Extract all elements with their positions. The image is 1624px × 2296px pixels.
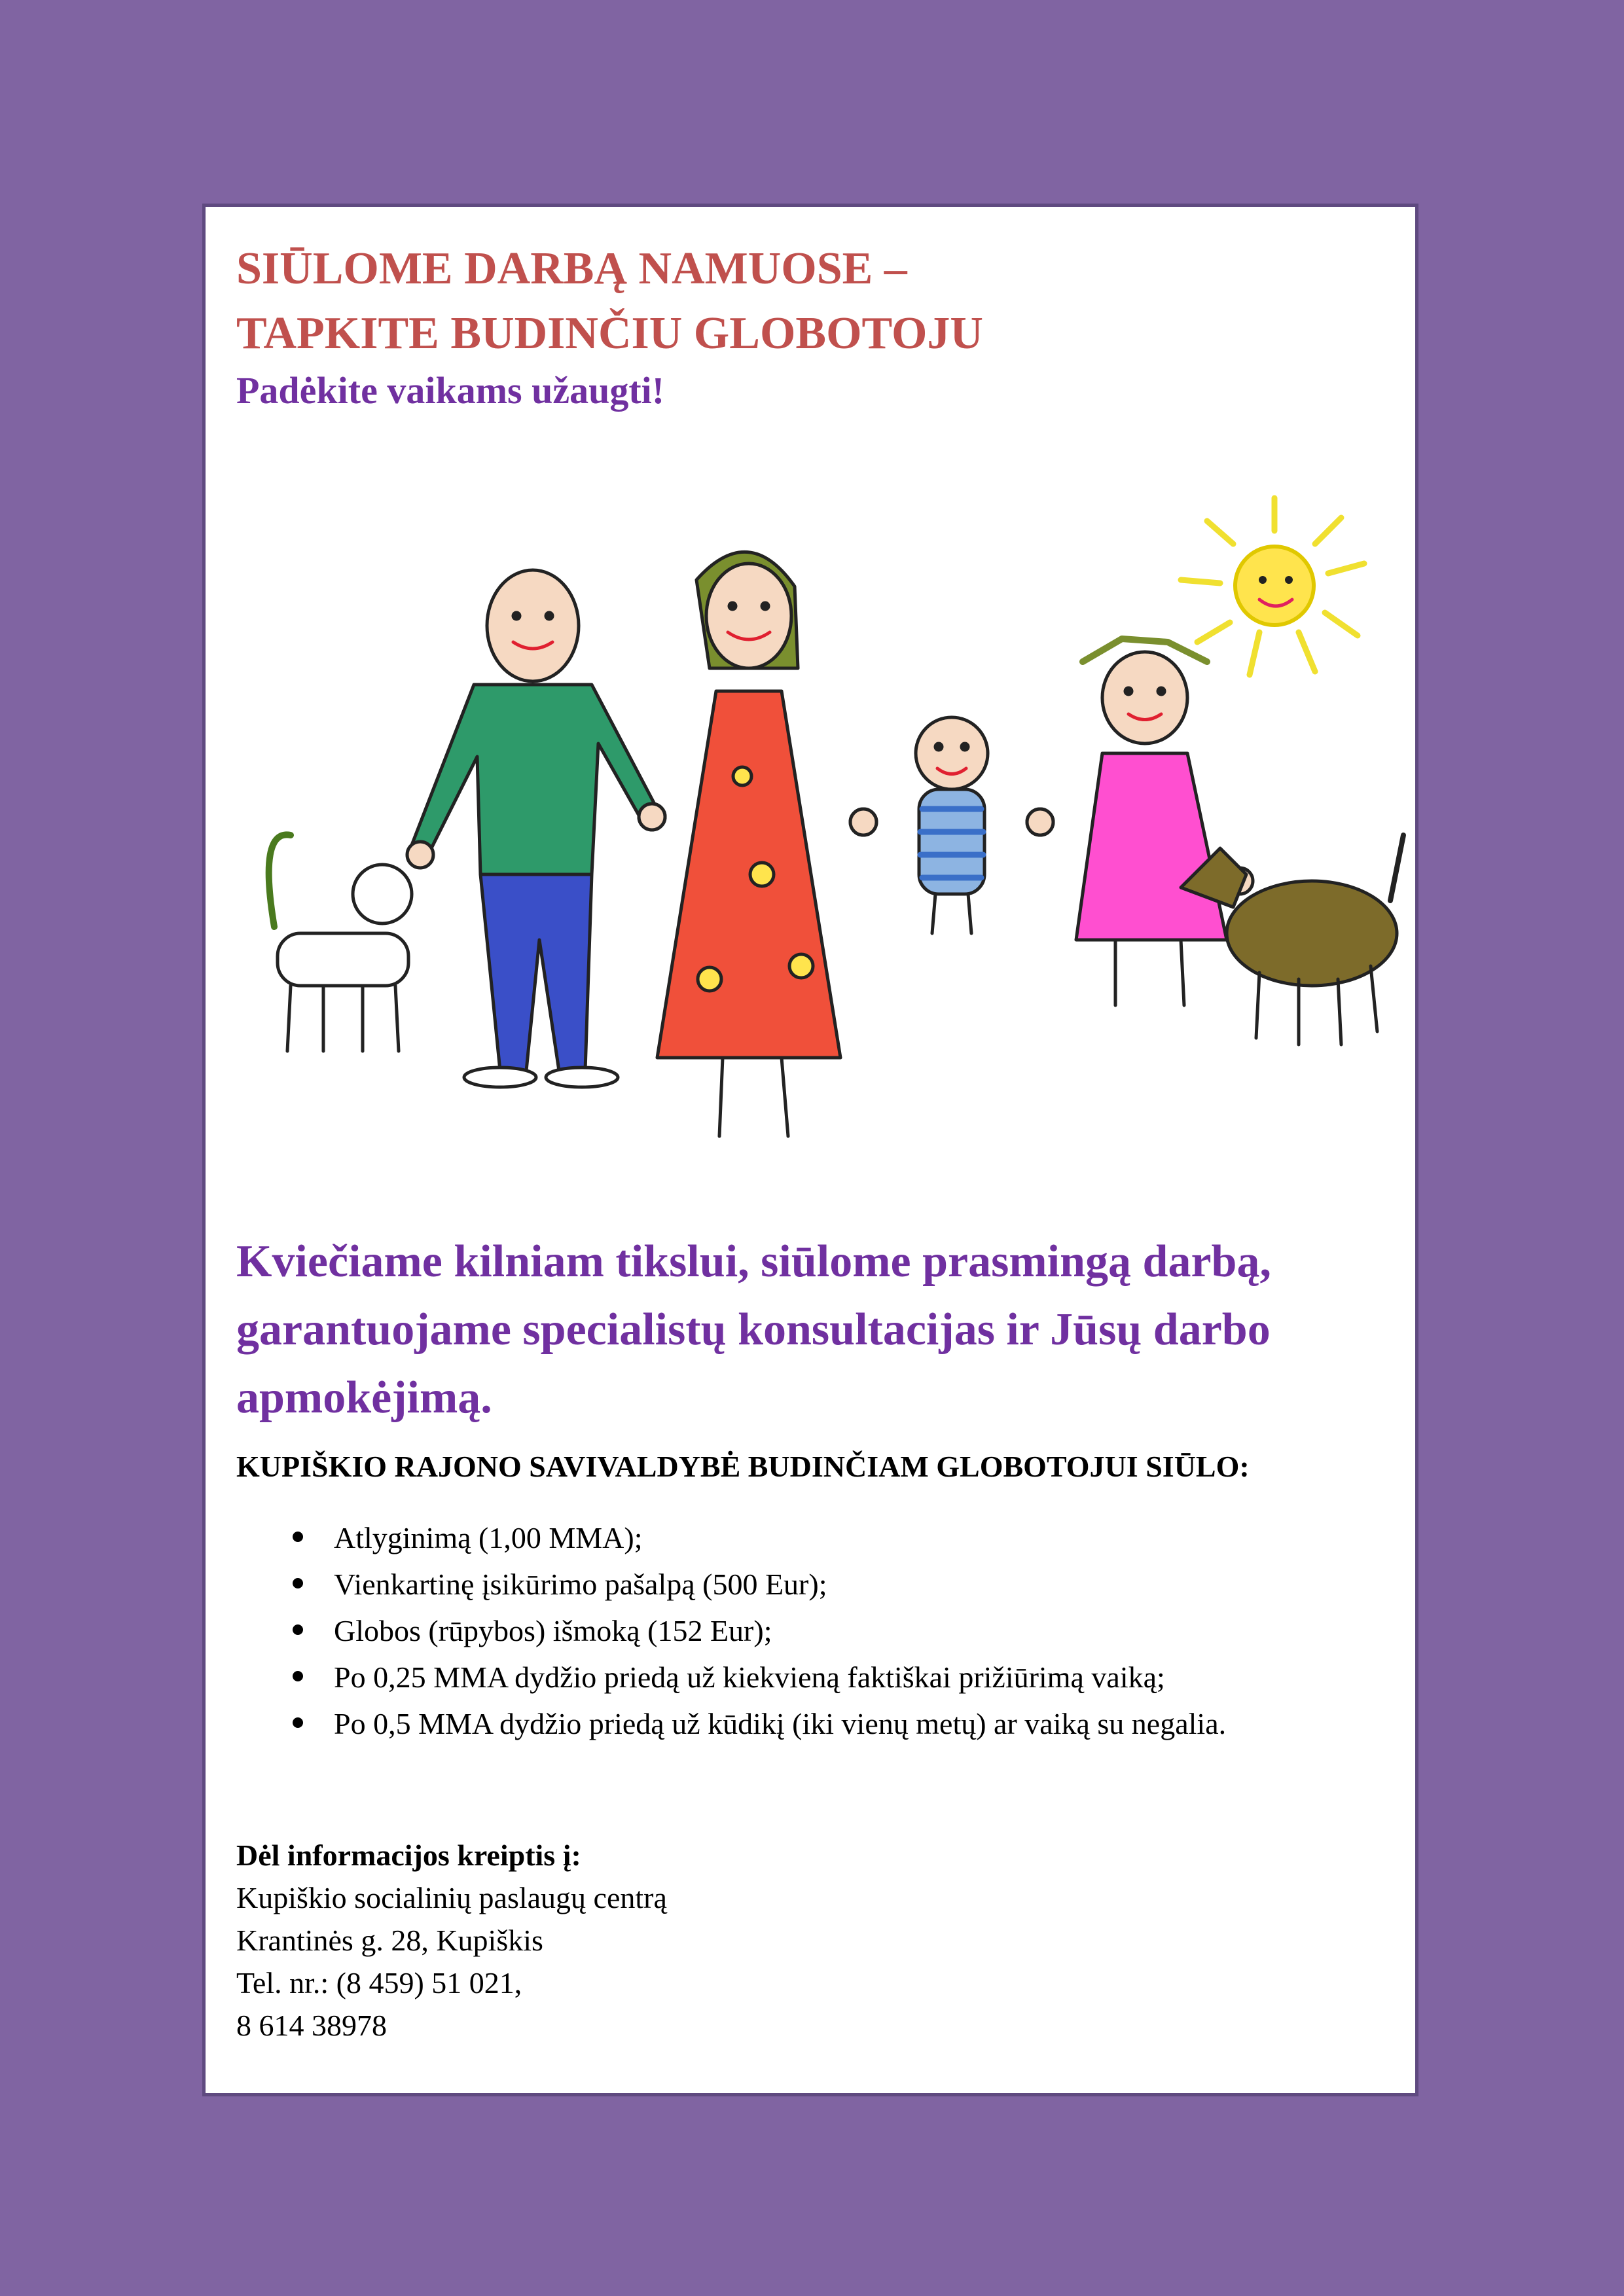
- contact-phone: Tel. nr.: (8 459) 51 021,: [236, 1966, 522, 2000]
- benefit-item: [236, 1607, 1226, 1654]
- title-line-2: TAPKITE BUDINČIU GLOBOTOJU: [236, 308, 983, 359]
- contact-block: [236, 1834, 667, 2047]
- bullet-icon: [293, 1532, 303, 1542]
- benefit-text: Vienkartinę įsikūrimo pašalpą (500 Eur);: [334, 1568, 827, 1601]
- bullet-icon: [293, 1624, 303, 1635]
- boy-figure: [850, 717, 1053, 933]
- benefit-text: Po 0,25 MMA dydžio priedą už kiekvieną faktiškai prižiūrimą vaiką;: [334, 1660, 1165, 1694]
- contact-address: Krantinės g. 28, Kupiškis: [236, 1924, 543, 1957]
- contact-organization: Kupiškio socialinių paslaugų centrą: [236, 1881, 667, 1914]
- benefit-item: [236, 1515, 1226, 1561]
- bullet-icon: [293, 1578, 303, 1588]
- mother-figure: [639, 552, 876, 1136]
- poster-page: [202, 204, 1418, 2096]
- poster-title: [236, 236, 983, 366]
- benefit-item: [236, 1561, 1226, 1607]
- benefit-item: [236, 1654, 1226, 1700]
- girl-figure: [1027, 639, 1253, 1005]
- intro-text: Kviečiame kilniam tikslui, siūlome prasmingą darbą, garantuojame specialistų konsultacijas ir Jūsų darbo apmokėjimą.: [236, 1236, 1271, 1423]
- benefit-text: Globos (rūpybos) išmoką (152 Eur);: [334, 1614, 772, 1647]
- contact-mobile: 8 614 38978: [236, 2009, 387, 2042]
- benefit-text: Po 0,5 MMA dydžio priedą už kūdikį (iki vienų metų) ar vaiką su negalia.: [334, 1707, 1227, 1740]
- benefits-list: [236, 1515, 1226, 1747]
- title-line-1: SIŪLOME DARBĄ NAMUOSE –: [236, 243, 907, 294]
- sun-icon: [1181, 498, 1364, 675]
- father-figure: [407, 570, 665, 1087]
- bullet-icon: [293, 1717, 303, 1728]
- benefit-text: Atlyginimą (1,00 MMA);: [334, 1521, 643, 1554]
- contact-heading: Dėl informacijos kreiptis į:: [236, 1839, 581, 1872]
- benefit-item: [236, 1700, 1226, 1747]
- cat-icon: [269, 834, 412, 1051]
- poster-subtitle: Padėkite vaikams užaugti!: [236, 369, 665, 412]
- offers-heading: KUPIŠKIO RAJONO SAVIVALDYBĖ BUDINČIAM GLOBOTOJUI SIŪLO:: [236, 1450, 1250, 1483]
- bullet-icon: [293, 1671, 303, 1681]
